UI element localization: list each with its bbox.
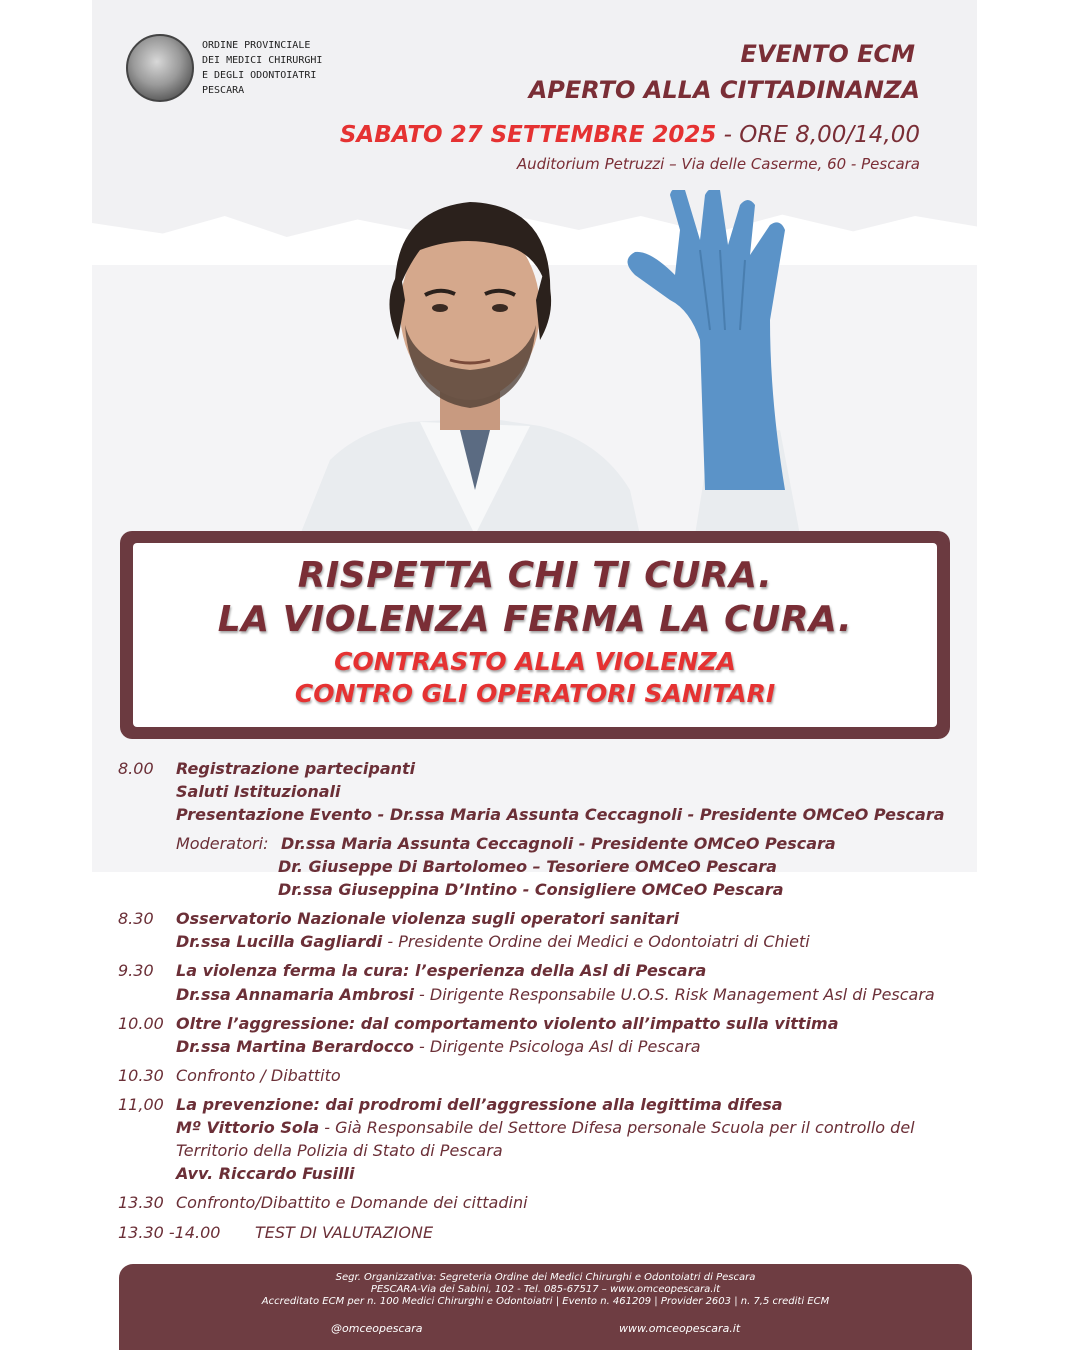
org-line: DEI MEDICI CHIRURGHI	[202, 55, 323, 66]
session-time: 10.30	[118, 1066, 164, 1085]
order-seal-logo	[126, 34, 194, 102]
session-title: TEST DI VALUTAZIONE	[255, 1223, 434, 1242]
speaker-name: Dr.ssa Martina Berardocco	[176, 1037, 414, 1056]
moderators-label: Moderatori:	[176, 834, 269, 853]
session-time: 10.00	[118, 1014, 164, 1033]
session-title: Confronto/Dibattito e Domande dei cittadini	[176, 1193, 528, 1212]
banner-subtitle-1: CONTRASTO ALLA VIOLENZA	[334, 647, 736, 676]
session-title: Confronto / Dibattito	[176, 1066, 341, 1085]
moderator: Dr.ssa Giuseppina D’Intino - Consigliere OMCeO Pescara	[278, 880, 784, 899]
session-title: Oltre l’aggressione: dal comportamento violento all’impatto sulla vittima	[176, 1014, 839, 1033]
footer-social-handle[interactable]: @omceopescara	[331, 1322, 423, 1335]
event-venue: Auditorium Petruzzi – Via delle Caserme, 60 - Pescara	[516, 155, 920, 173]
speaker-role: - Dirigente Responsabile U.O.S. Risk Management Asl di Pescara	[413, 985, 935, 1004]
speaker-name: Avv. Riccardo Fusilli	[176, 1164, 355, 1183]
banner-subtitle-2: CONTRO GLI OPERATORI SANITARI	[294, 679, 776, 708]
footer-accreditation: Accreditato ECM per n. 100 Medici Chirurghi e Odontoiatri | Evento n. 461209 | Provider 2603 | n. 7,5 crediti ECM	[261, 1296, 830, 1307]
session-title: La violenza ferma la cura: l’esperienza della Asl di Pescara	[176, 961, 707, 980]
session-time: 13.30	[118, 1193, 164, 1212]
session-title: La prevenzione: dai prodromi dell’aggressione alla legittima difesa	[176, 1095, 783, 1114]
event-type: EVENTO ECM	[740, 40, 915, 68]
speaker-role: - Già Responsabile del Settore Difesa personale Scuola per il controllo del	[319, 1118, 915, 1137]
session-title: Presentazione Evento - Dr.ssa Maria Assunta Ceccagnoli - Presidente OMCeO Pescara	[176, 805, 945, 824]
session-time: 8.00	[118, 759, 154, 778]
session-time: 11,00	[118, 1095, 164, 1114]
speaker	[176, 985, 935, 1004]
speaker-name: Dr.ssa Lucilla Gagliardi	[176, 932, 383, 951]
speaker-name: Dr.ssa Annamaria Ambrosi	[176, 985, 414, 1004]
speaker-role: - Dirigente Psicologa Asl di Pescara	[413, 1037, 701, 1056]
event-date-time	[340, 122, 920, 148]
org-name	[202, 38, 352, 98]
footer-website-link[interactable]: www.omceopescara.it	[619, 1322, 741, 1335]
banner-headline-2: LA VIOLENZA FERMA LA CURA.	[217, 599, 853, 640]
event-audience: APERTO ALLA CITTADINANZA	[528, 76, 920, 104]
session-time: 13.30 -14.00	[118, 1223, 221, 1242]
banner-panel	[133, 543, 937, 727]
footer-address: PESCARA-Via dei Sabini, 102 - Tel. 085-67517 – www.omceopescara.it	[370, 1284, 721, 1295]
org-line: PESCARA	[202, 85, 245, 96]
moderator: Dr.ssa Maria Assunta Ceccagnoli - Presidente OMCeO Pescara	[281, 834, 836, 853]
footer-secretariat: Segr. Organizzativa: Segreteria Ordine dei Medici Chirurghi e Odontoiatri di Pescara	[335, 1272, 756, 1283]
speaker-name: Mº Vittorio Sola	[176, 1118, 320, 1137]
session-time: 8.30	[118, 909, 154, 928]
session-time: 9.30	[118, 961, 154, 980]
speaker	[176, 1118, 915, 1137]
speaker-role-cont: Territorio della Polizia di Stato di Pescara	[176, 1141, 503, 1160]
speaker-role: - Presidente Ordine dei Medici e Odontoiatri di Chieti	[382, 932, 810, 951]
footer	[119, 1264, 972, 1350]
moderator: Dr. Giuseppe Di Bartolomeo – Tesoriere OMCeO Pescara	[278, 857, 777, 876]
org-line: ORDINE PROVINCIALE	[202, 40, 311, 51]
org-line: E DEGLI ODONTOIATRI	[202, 70, 317, 81]
speaker	[176, 1037, 701, 1056]
speaker	[176, 932, 810, 951]
session-title: Registrazione partecipanti	[176, 759, 416, 778]
event-time: - ORE 8,00/14,00	[716, 122, 920, 148]
doctor-stop-hand-image	[300, 190, 820, 535]
event-date: SABATO 27 SETTEMBRE 2025	[339, 122, 717, 148]
session-title: Osservatorio Nazionale violenza sugli operatori sanitari	[176, 909, 680, 928]
session-title: Saluti Istituzionali	[176, 782, 341, 801]
banner-headline-1: RISPETTA CHI TI CURA.	[297, 555, 773, 596]
